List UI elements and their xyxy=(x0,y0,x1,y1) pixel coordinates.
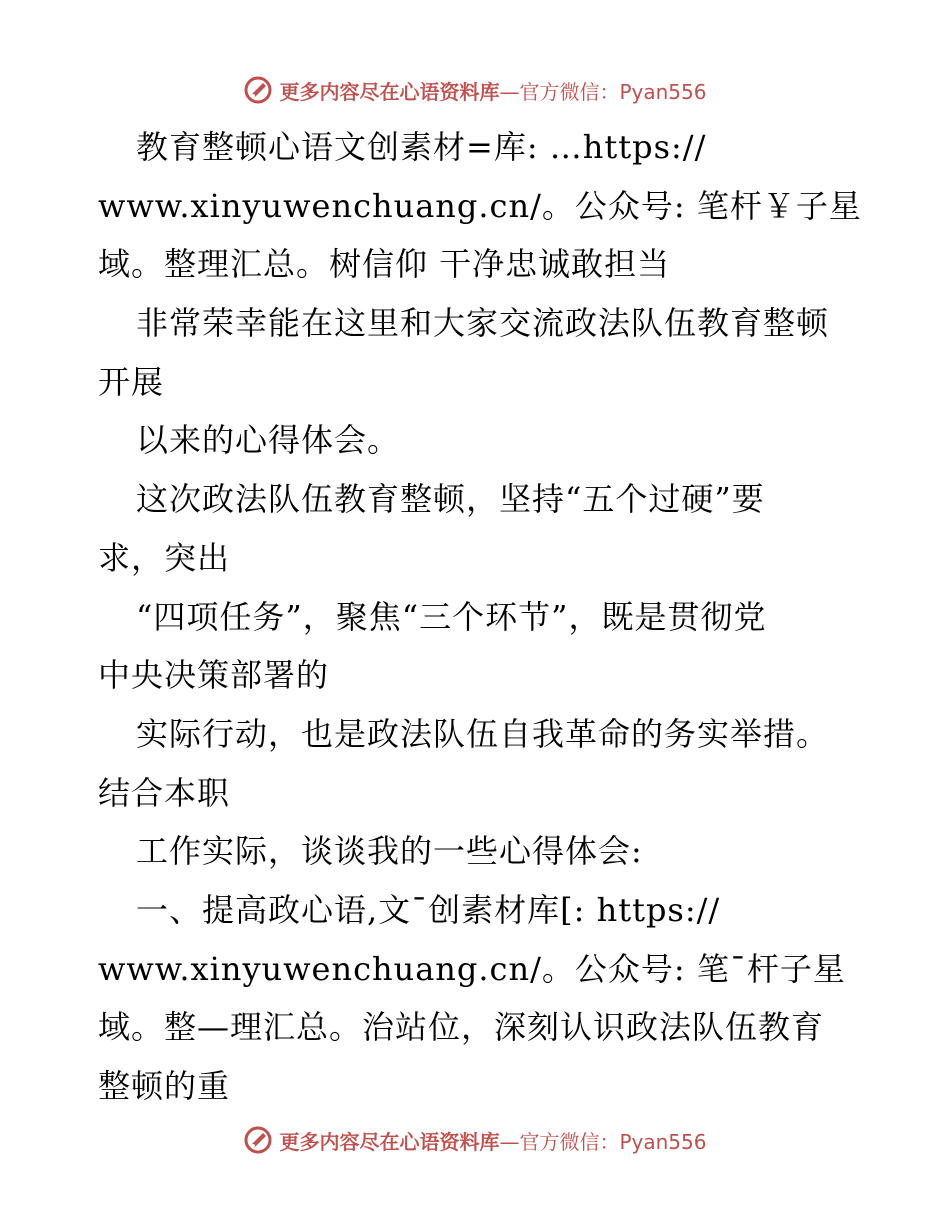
text-line: 中央决策部署的 xyxy=(98,656,330,695)
banner-wechat: —官方微信：Pyan556 xyxy=(499,79,707,104)
text-line: 以来的心得体会。 xyxy=(136,421,401,460)
footer-banner xyxy=(0,1120,950,1160)
text-line: 这次政法队伍教育整顿，坚持“五个过硬”要 xyxy=(136,480,765,519)
text-line: 非常荣幸能在这里和大家交流政法队伍教育整顿 xyxy=(136,304,830,343)
text-line: 教育整顿心语文创素材=库: …https:// xyxy=(136,128,707,166)
banner-title: 更多内容尽在心语资料库 xyxy=(279,1129,500,1154)
logo-icon xyxy=(243,1125,273,1155)
header-banner xyxy=(0,70,950,110)
banner-title: 更多内容尽在心语资料库 xyxy=(279,79,500,104)
text-line: 实际行动，也是政法队伍自我革命的务实举措。 xyxy=(136,714,830,753)
banner-wechat: —官方微信：Pyan556 xyxy=(499,1129,707,1154)
text-line: 整顿的重 xyxy=(98,1067,231,1105)
text-line: 开展 xyxy=(98,362,165,401)
text-line: 一、提高政心语,文¯创素材库[: https:// xyxy=(136,890,721,929)
text-line: “四项任务”，聚焦“三个环节”，既是贯彻党 xyxy=(136,597,767,636)
logo-icon xyxy=(243,75,273,105)
text-line: 结合本职 xyxy=(98,773,231,812)
text-line: www.xinyuwenchuang.cn/。公众号: 笔¯杆子星 xyxy=(98,949,846,988)
text-line: 求，突出 xyxy=(98,538,231,577)
text-line: 域。整—理汇总。治站位，深刻认识政法队伍教育 xyxy=(98,1008,825,1047)
text-line: 域。整理汇总。树信仰 干净忠诚敢担当 xyxy=(98,245,671,284)
text-line: www.xinyuwenchuang.cn/。公众号: 笔杆￥子星 xyxy=(98,186,862,225)
document-body xyxy=(98,118,862,1116)
text-line: 工作实际，谈谈我的一些心得体会: xyxy=(136,832,643,871)
